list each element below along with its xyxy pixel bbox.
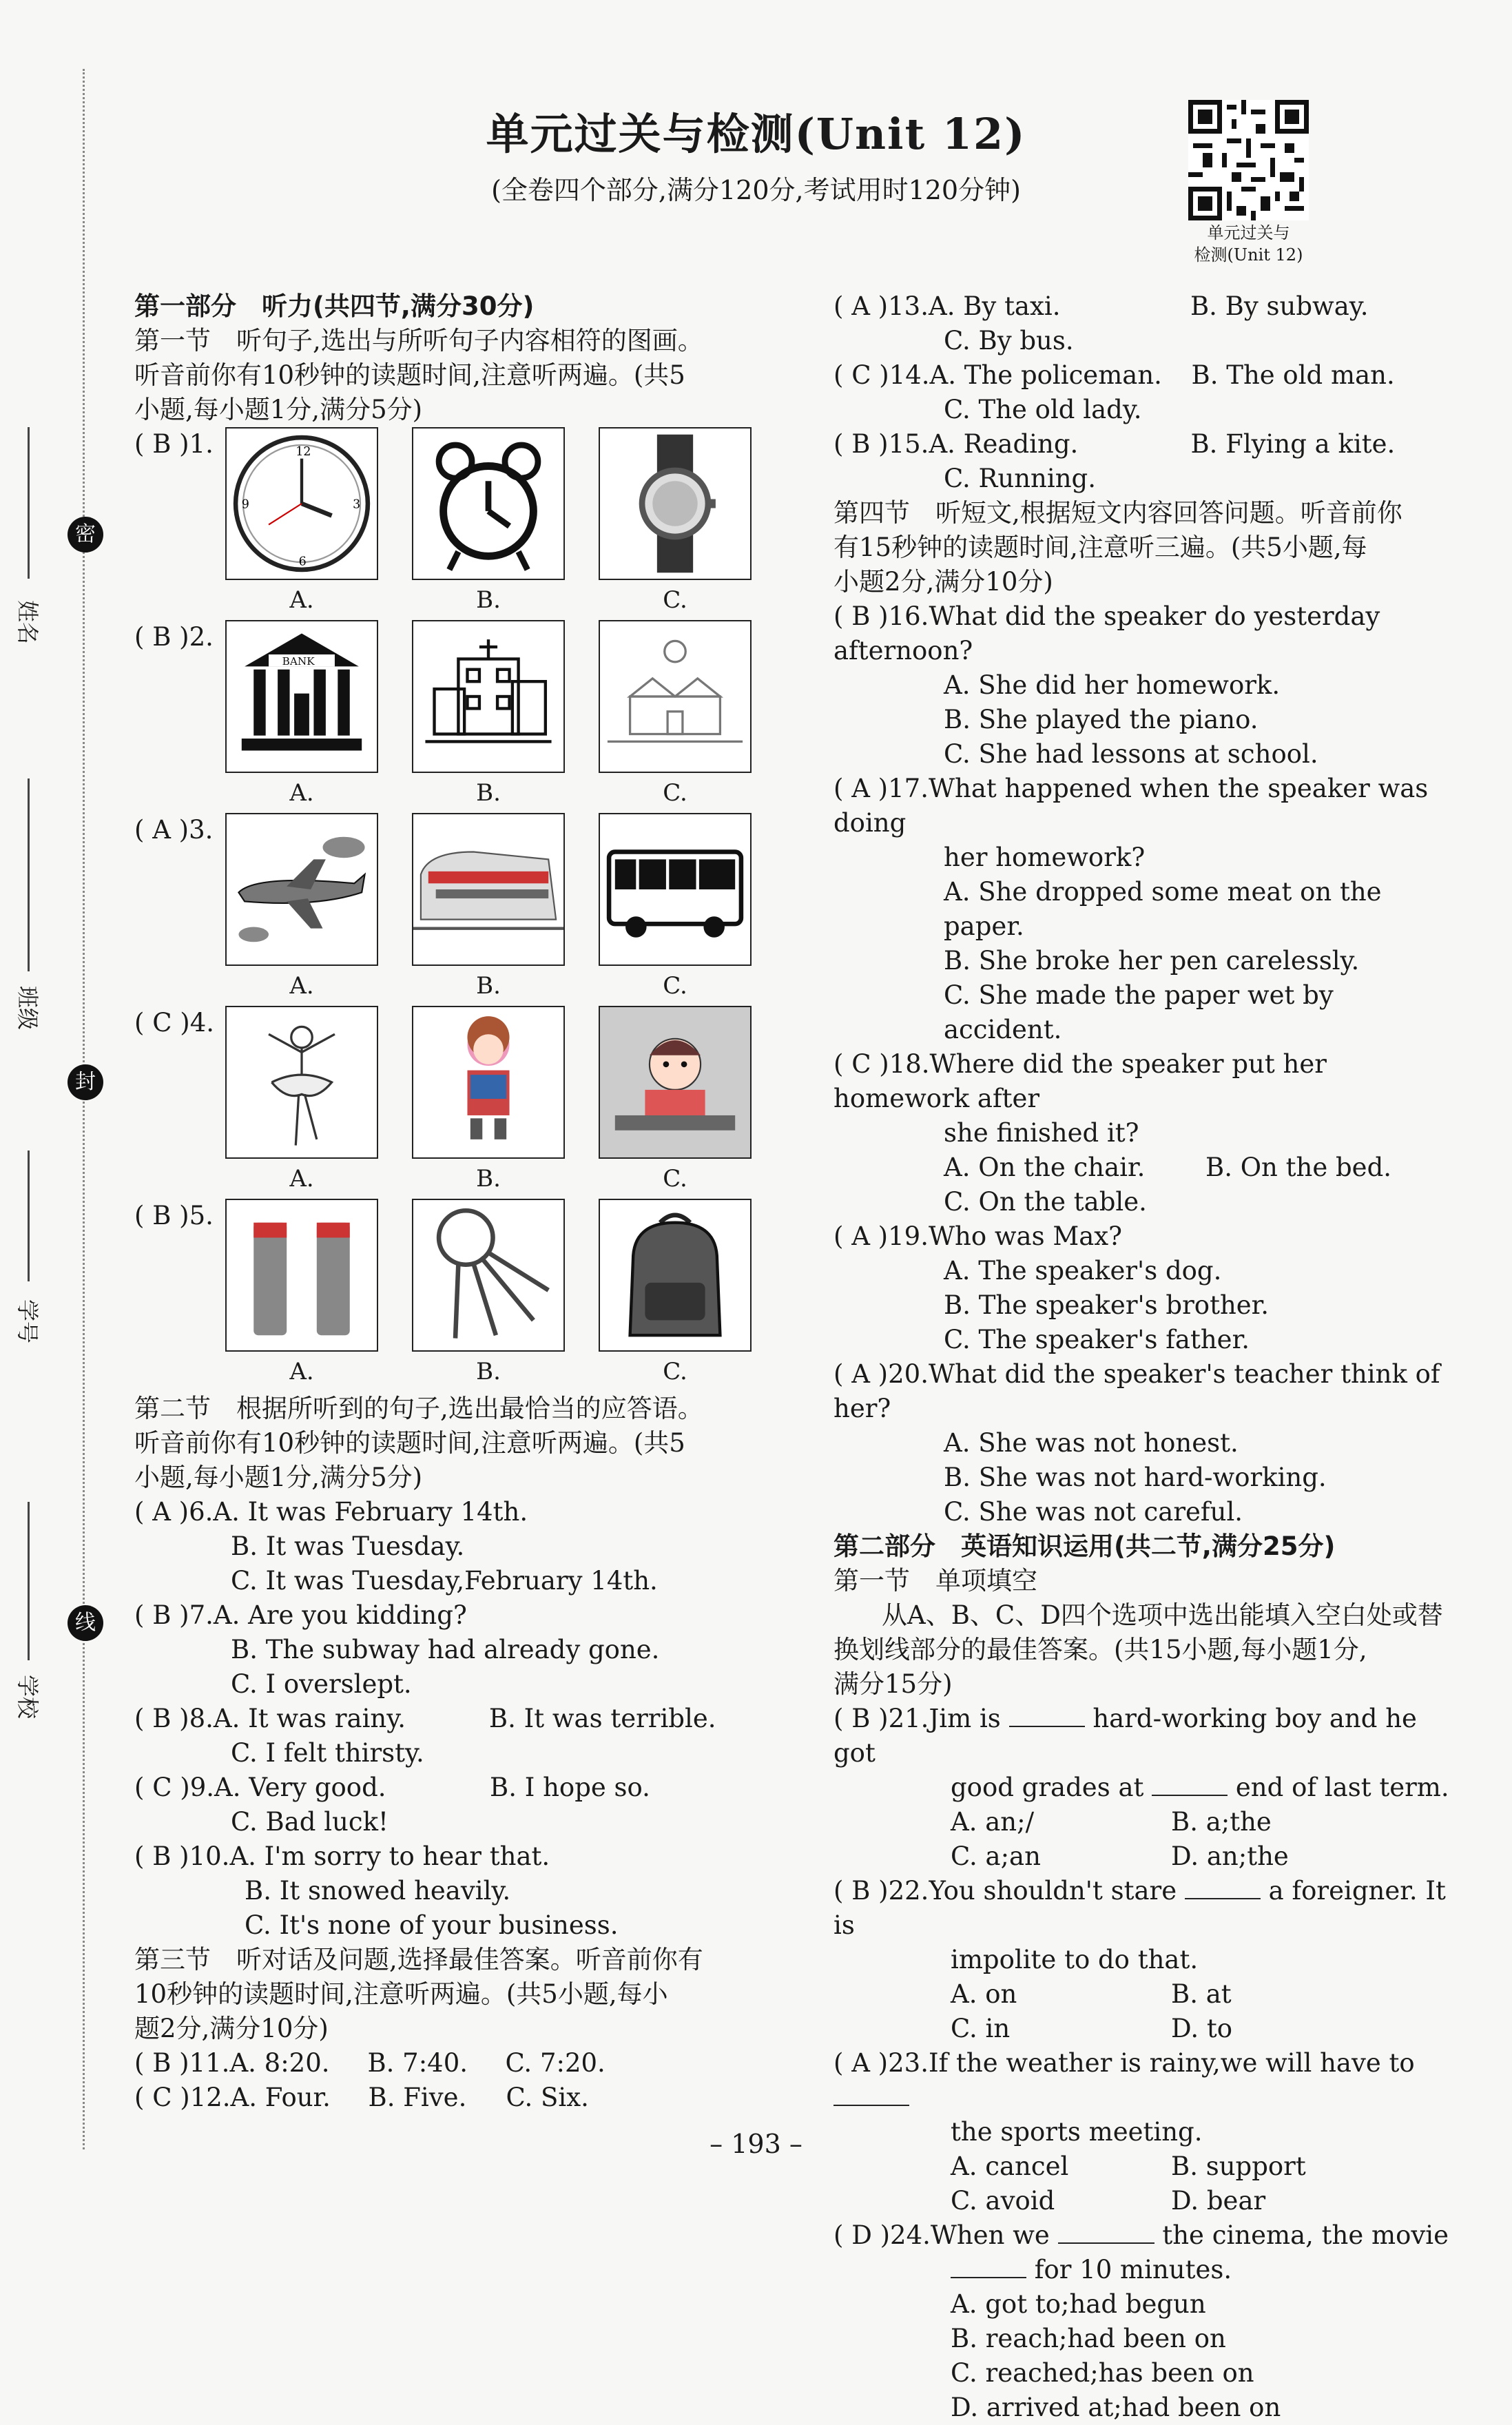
option-c: C. She made the paper wet by accident.: [944, 980, 1334, 1044]
part1-title: 第一部分 听力(共四节,满分30分): [134, 291, 535, 321]
option-d: D. an;the: [1171, 1841, 1289, 1871]
question-mark: ( A )6.: [134, 1497, 214, 1527]
question-15: [833, 427, 1453, 496]
option-a: A. an;/: [951, 1807, 1035, 1837]
sec1-desc-2: 小题,每小题1分,满分5分): [134, 395, 423, 424]
option-label-b: B.: [476, 779, 501, 807]
school-icon[interactable]: [599, 620, 752, 773]
question-8: [134, 1702, 754, 1771]
backpack-icon[interactable]: [599, 1199, 752, 1352]
part2-title: 第二部分 英语知识运用(共二节,满分25分): [833, 1531, 1336, 1561]
p2-sec1-desc-1: 从A、B、C、D四个选项中选出能填入空白处或替: [882, 1600, 1443, 1630]
train-icon[interactable]: [412, 813, 565, 966]
option-c: C. By bus.: [944, 326, 1074, 355]
option-b: B. She played the piano.: [944, 705, 1259, 734]
question-stem: What happened when the speaker was doing: [833, 774, 1429, 838]
option-d: D. to: [1171, 2014, 1233, 2043]
bottles-icon[interactable]: [225, 1199, 378, 1352]
question-mark: ( A )23.: [833, 2048, 929, 2078]
option-b: B. By subway.: [1190, 291, 1369, 321]
question-stem: What did the speaker do yesterday afternoon?: [833, 601, 1380, 665]
margin-label-name: 姓名: [14, 599, 41, 645]
class-fill-line: [28, 778, 30, 971]
p2-sec1-desc-3: 满分15分): [833, 1669, 953, 1699]
option-c: C. The speaker's father.: [944, 1325, 1250, 1354]
picture-question-1: [134, 427, 754, 620]
question-mark: ( A )17.: [833, 774, 929, 803]
binding-dotted-line: [83, 69, 85, 2149]
question-mark: ( B )7.: [134, 1600, 214, 1630]
qr-caption: [1171, 222, 1326, 266]
seal-mark-mi: 密: [68, 517, 103, 553]
svg-text:BANK: BANK: [282, 655, 315, 668]
option-b: B. Five.: [368, 2083, 467, 2112]
p2-sec1-title: 第一节 单项填空: [833, 1566, 1037, 1596]
sec3-desc-1: 10秒钟的读题时间,注意听两遍。(共5小题,每小: [134, 1979, 668, 2009]
answer-blank[interactable]: [833, 2105, 909, 2106]
question-mark: ( B )21.: [833, 1704, 929, 1733]
alarm-clock-icon[interactable]: [412, 427, 565, 580]
option-c: C. avoid: [951, 2186, 1055, 2216]
option-label-b: B.: [476, 1165, 501, 1193]
question-mark: ( C )4.: [134, 1008, 215, 1038]
option-b: B. reach;had been on: [951, 2324, 1226, 2353]
option-c: C. It was Tuesday,February 14th.: [231, 1566, 658, 1596]
question-mark: ( A )19.: [833, 1221, 929, 1251]
stem-part-1: Jim is: [929, 1704, 1001, 1733]
question-mark: ( B )16.: [833, 601, 929, 631]
svg-text:6: 6: [298, 555, 307, 569]
option-b: B. It was Tuesday.: [231, 1531, 465, 1561]
question-stem: Where did the speaker put her homework after: [833, 1049, 1327, 1113]
svg-text:9: 9: [241, 497, 249, 512]
question-mark: ( B )11.: [134, 2048, 230, 2078]
option-c: C. On the table.: [944, 1187, 1147, 1217]
qr-caption-line-1: 单元过关与: [1207, 223, 1290, 242]
option-a: A. The policeman.: [929, 360, 1162, 390]
question-9: [134, 1771, 754, 1839]
question-stem: Who was Max?: [928, 1221, 1122, 1251]
option-c: C. 7:20.: [505, 2048, 605, 2078]
stem-part-2: hard-working boy and he got: [833, 1704, 1417, 1768]
sec2-desc-1: 听音前你有10秒钟的读题时间,注意听两遍。(共5: [134, 1428, 685, 1458]
option-label-a: A.: [289, 972, 314, 1000]
sec2-title: 第二节 根据所听到的句子,选出最恰当的应答语。: [134, 1394, 703, 1423]
option-d: D. bear: [1171, 2186, 1266, 2216]
option-b: B. The old man.: [1191, 360, 1395, 390]
question-16: [833, 599, 1453, 772]
question-mark: ( A )13.: [833, 291, 929, 321]
option-label-b: B.: [476, 586, 501, 614]
option-b: B. at: [1171, 1979, 1232, 2009]
option-a: A. It was February 14th.: [213, 1497, 528, 1527]
desk-girl-icon[interactable]: [599, 1006, 752, 1159]
margin-label-class: 班级: [14, 985, 41, 1031]
hospital-icon[interactable]: [412, 620, 565, 773]
option-label-a: A.: [289, 1165, 314, 1193]
option-d: D. arrived at;had been on: [951, 2393, 1281, 2422]
question-10: [134, 1839, 754, 1943]
option-b: B. She broke her pen carelessly.: [944, 946, 1360, 976]
question-14: [833, 358, 1453, 427]
option-label-c: C.: [663, 1358, 687, 1385]
option-a: A. By taxi.: [928, 291, 1061, 321]
margin-label-number: 学号: [14, 1299, 41, 1344]
page-subtitle: (全卷四个部分,满分120分,考试用时120分钟): [491, 175, 1021, 205]
question-21: [833, 1702, 1453, 1874]
stem-part-3: impolite to do that.: [951, 1945, 1199, 1974]
stem-part-3: good grades at: [951, 1773, 1144, 1802]
option-b: B. The subway had already gone.: [231, 1635, 660, 1664]
sec2-desc-2: 小题,每小题1分,满分5分): [134, 1463, 423, 1492]
question-12: [134, 2081, 754, 2115]
p2-sec1-desc-2: 换划线部分的最佳答案。(共15小题,每小题1分,: [833, 1635, 1367, 1664]
stem-part-2: a foreigner. It is: [833, 1876, 1446, 1940]
option-c: C. She had lessons at school.: [944, 739, 1318, 769]
question-17: [833, 772, 1453, 1047]
plane-icon[interactable]: [225, 813, 378, 966]
option-c: C. The old lady.: [944, 395, 1142, 424]
question-7: [134, 1598, 754, 1702]
option-b: B. She was not hard-working.: [944, 1463, 1327, 1492]
question-mark: ( C )9.: [134, 1773, 215, 1802]
question-11: [134, 2046, 754, 2081]
option-c: C. I overslept.: [231, 1669, 412, 1699]
question-mark: ( B )10.: [134, 1841, 230, 1871]
question-mark: ( A )3.: [134, 815, 214, 845]
sec3-title: 第三节 听对话及问题,选择最佳答案。听音前你有: [134, 1945, 703, 1974]
bus-icon[interactable]: [599, 813, 752, 966]
question-mark: ( C )14.: [833, 360, 930, 390]
stem-part-1: When we: [930, 2220, 1050, 2250]
qr-code-icon[interactable]: [1188, 100, 1309, 220]
option-a: A. Reading.: [929, 429, 1079, 459]
question-20: [833, 1357, 1453, 1529]
page-number: – 193 –: [710, 2129, 802, 2159]
option-a: A. Are you kidding?: [213, 1600, 467, 1630]
question-mark: ( B )22.: [833, 1876, 929, 1906]
question-mark: ( C )12.: [134, 2083, 231, 2112]
option-c: C. in: [951, 2014, 1011, 2043]
question-mark: ( B )5.: [134, 1201, 214, 1230]
sec4-title: 第四节 听短文,根据短文内容回答问题。听音前你: [833, 498, 1402, 528]
question-stem-cont: she finished it?: [944, 1118, 1139, 1148]
question-19: [833, 1219, 1453, 1357]
left-column: [134, 289, 754, 2115]
answer-blank[interactable]: [1185, 1898, 1261, 1899]
keys-icon[interactable]: [412, 1199, 565, 1352]
picture-question-4: [134, 1006, 754, 1199]
option-b: B. It snowed heavily.: [245, 1876, 511, 1906]
question-mark: ( B )15.: [833, 429, 929, 459]
option-label-b: B.: [476, 972, 501, 1000]
option-a: A. She did her homework.: [944, 670, 1281, 700]
option-label-c: C.: [663, 972, 687, 1000]
question-mark: ( D )24.: [833, 2220, 931, 2250]
question-mark: ( B )1.: [134, 429, 214, 459]
question-mark: ( A )20.: [833, 1359, 929, 1389]
answer-blank-1[interactable]: [1009, 1726, 1085, 1727]
question-22: [833, 1874, 1453, 2046]
question-6: [134, 1495, 754, 1598]
option-c: C. It's none of your business.: [245, 1910, 619, 1940]
bank-icon[interactable]: [225, 620, 378, 773]
reading-girl-icon[interactable]: [412, 1006, 565, 1159]
option-b: B. It was terrible.: [488, 1704, 716, 1733]
question-stem: What did the speaker's teacher think of her?: [833, 1359, 1440, 1423]
clock-icon[interactable]: [225, 427, 378, 580]
seal-mark-feng: 封: [68, 1064, 103, 1100]
option-label-c: C.: [663, 586, 687, 614]
option-a: A. on: [951, 1979, 1017, 2009]
option-a: A. The speaker's dog.: [944, 1256, 1222, 1286]
sec3-desc-2: 题2分,满分10分): [134, 2014, 329, 2043]
option-label-c: C.: [663, 1165, 687, 1193]
option-a: A. She dropped some meat on the paper.: [944, 877, 1382, 941]
question-24: [833, 2218, 1453, 2425]
answer-blank-1[interactable]: [1058, 2242, 1154, 2244]
number-fill-line: [28, 1150, 30, 1281]
option-label-c: C.: [663, 779, 687, 807]
option-b: B. I hope so.: [490, 1773, 650, 1802]
sec4-desc-1: 有15秒钟的读题时间,注意听三遍。(共5小题,每: [833, 533, 1367, 562]
option-b: B. On the bed.: [1205, 1153, 1392, 1182]
option-a: A. Very good.: [214, 1773, 386, 1802]
name-fill-line: [28, 427, 30, 579]
option-c: C. She was not careful.: [944, 1497, 1243, 1527]
answer-blank-2[interactable]: [1152, 1795, 1228, 1796]
picture-question-5: [134, 1199, 754, 1392]
question-mark: ( C )18.: [833, 1049, 930, 1079]
qr-caption-line-2: 检测(Unit 12): [1194, 245, 1303, 265]
option-a: A. It was rainy.: [213, 1704, 406, 1733]
answer-blank-2[interactable]: [951, 2277, 1026, 2278]
stem-part-3: for 10 minutes.: [1034, 2255, 1232, 2284]
option-a: A. cancel: [951, 2151, 1069, 2181]
sec1-title: 第一节 听句子,选出与所听句子内容相符的图画。: [134, 326, 703, 355]
question-mark: ( B )2.: [134, 622, 214, 652]
sec4-desc-2: 小题2分,满分10分): [833, 567, 1053, 597]
ballet-icon[interactable]: [225, 1006, 378, 1159]
option-b: B. Flying a kite.: [1190, 429, 1396, 459]
option-b: B. The speaker's brother.: [944, 1290, 1270, 1320]
option-c: C. Running.: [944, 464, 1096, 493]
option-b: B. a;the: [1171, 1807, 1272, 1837]
svg-text:3: 3: [353, 497, 361, 512]
option-a: A. Four.: [230, 2083, 331, 2112]
option-label-a: A.: [289, 1358, 314, 1385]
picture-question-3: [134, 813, 754, 1006]
margin-label-school: 学校: [14, 1674, 41, 1720]
question-stem-cont: her homework?: [944, 843, 1146, 872]
option-a: A. I'm sorry to hear that.: [229, 1841, 550, 1871]
question-mark: ( B )8.: [134, 1704, 214, 1733]
option-a: A. got to;had begun: [951, 2289, 1206, 2319]
option-b: B. support: [1171, 2151, 1306, 2181]
picture-question-2: [134, 620, 754, 813]
option-a: A. On the chair.: [944, 1153, 1146, 1182]
question-13: [833, 289, 1453, 358]
stem-part-3: the sports meeting.: [951, 2117, 1203, 2147]
stem-part-1: If the weather is rainy,we will have to: [928, 2048, 1415, 2078]
sec1-desc-1: 听音前你有10秒钟的读题时间,注意听两遍。(共5: [134, 360, 685, 390]
option-a: A. She was not honest.: [944, 1428, 1239, 1458]
stem-part-4: end of last term.: [1235, 1773, 1449, 1802]
option-label-a: A.: [289, 586, 314, 614]
school-fill-line: [28, 1502, 30, 1660]
seal-mark-xian: 线: [68, 1605, 103, 1641]
option-a: A. 8:20.: [229, 2048, 330, 2078]
stem-part-2: the cinema, the movie: [1162, 2220, 1449, 2250]
stem-part-1: You shouldn't stare: [929, 1876, 1177, 1906]
watch-icon[interactable]: [599, 427, 752, 580]
option-c: C. Bad luck!: [231, 1807, 389, 1837]
question-18: [833, 1047, 1453, 1219]
svg-text:12: 12: [296, 445, 311, 460]
right-column: [833, 289, 1453, 2425]
option-b: B. 7:40.: [367, 2048, 468, 2078]
page-title: 单元过关与检测(Unit 12): [486, 109, 1026, 159]
option-c: C. Six.: [506, 2083, 589, 2112]
option-c: C. a;an: [951, 1841, 1041, 1871]
option-c: C. reached;has been on: [951, 2358, 1254, 2388]
option-label-b: B.: [476, 1358, 501, 1385]
option-c: C. I felt thirsty.: [231, 1738, 424, 1768]
option-label-a: A.: [289, 779, 314, 807]
